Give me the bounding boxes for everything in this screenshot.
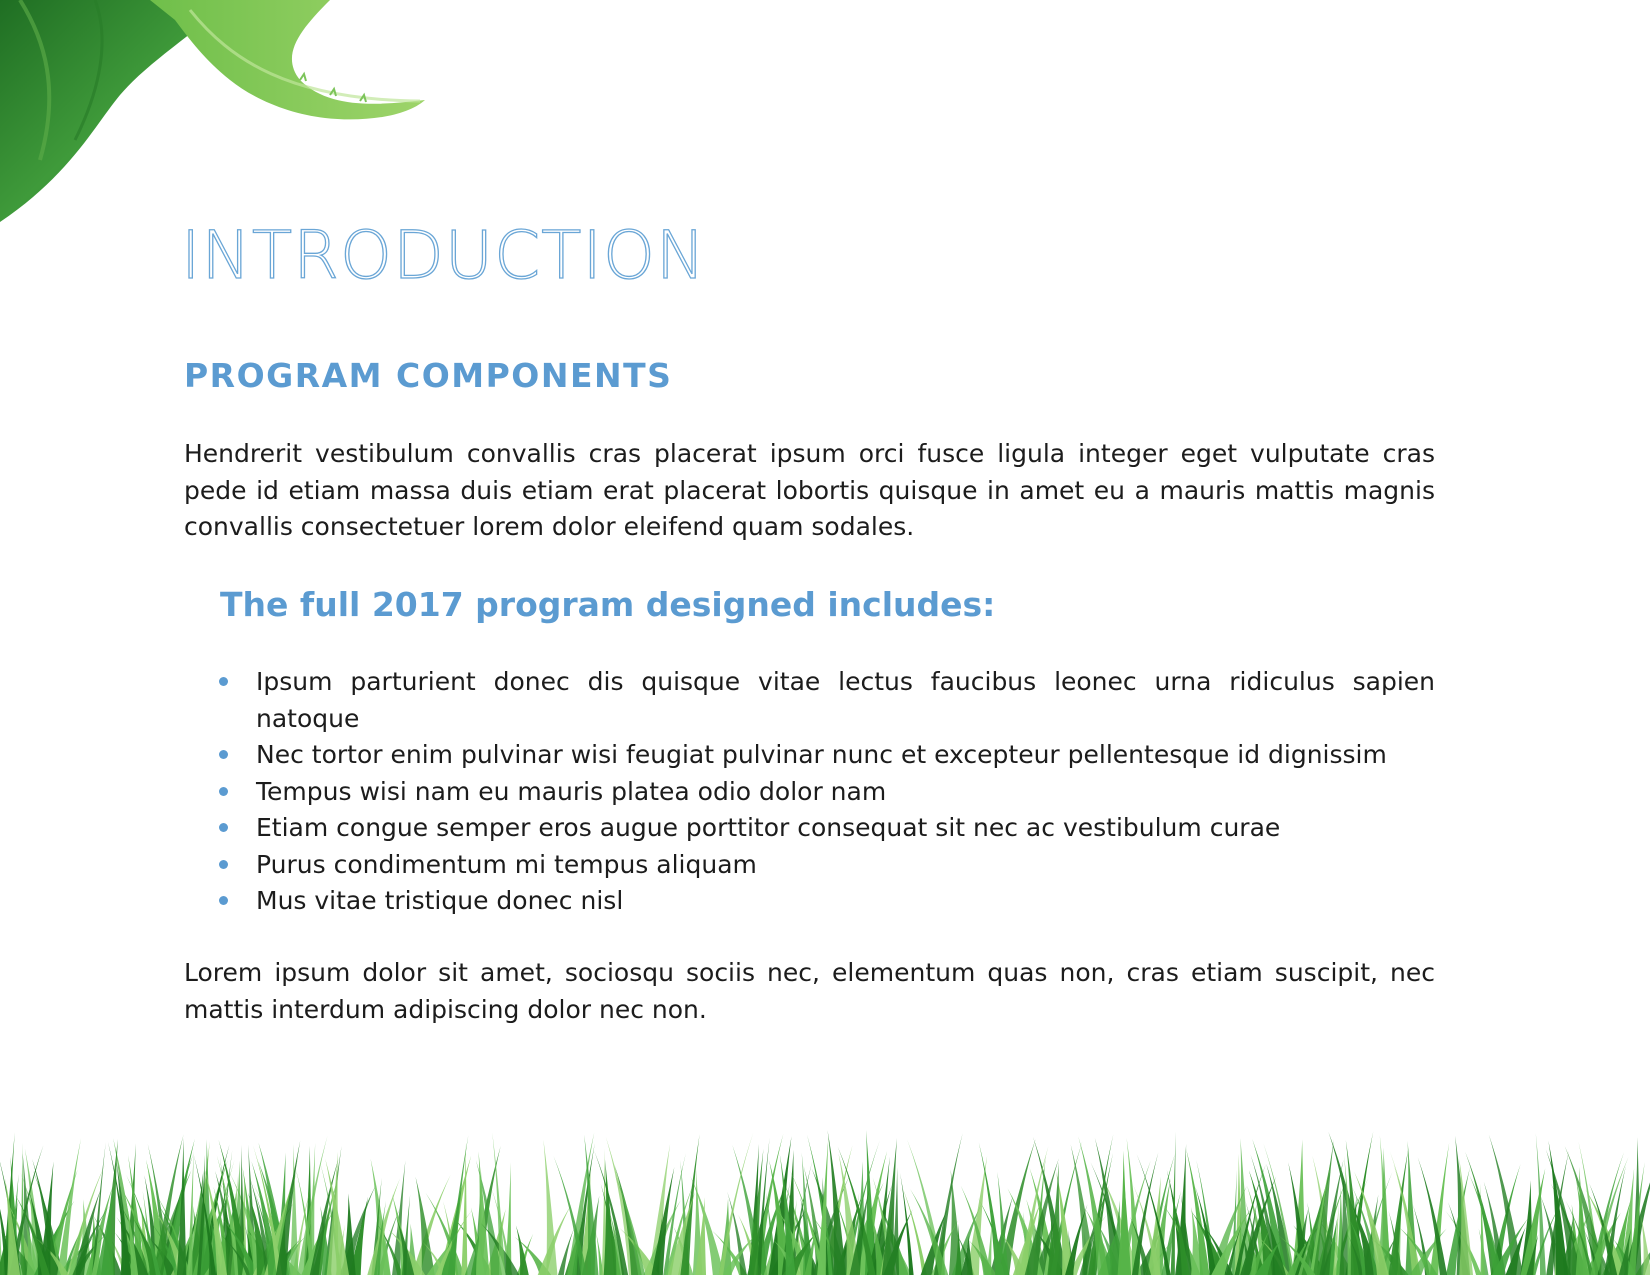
grass-border-illustration <box>0 1125 1650 1275</box>
bullet-icon <box>219 860 228 869</box>
list-item-text: Tempus wisi nam eu mauris platea odio dolor nam <box>256 776 887 806</box>
bullet-icon <box>219 787 228 796</box>
program-bullet-list <box>216 664 1435 920</box>
grass-blade <box>1480 1184 1485 1275</box>
grass-blade <box>543 1140 557 1275</box>
grass-blade <box>902 1186 927 1275</box>
aloe-leaf-illustration <box>0 0 440 230</box>
list-item-text: Nec tortor enim pulvinar wisi feugiat pulvinar nunc et excepteur pellentesque id dignissim <box>256 740 1387 769</box>
closing-paragraph: Lorem ipsum dolor sit amet, sociosqu sociis nec, elementum quas non, cras etiam suscipit, nec mattis interdum adipiscing dolor nec non. <box>184 958 1435 1024</box>
bullet-icon <box>219 823 228 832</box>
list-item-text: Purus condimentum mi tempus aliquam <box>256 849 757 879</box>
list-item-text: Etiam congue semper eros augue porttitor consequat sit nec ac vestibulum curae <box>256 813 1281 842</box>
list-item <box>216 664 1435 737</box>
bullet-icon <box>219 896 228 905</box>
list-item <box>216 883 1435 920</box>
page-title: INTRODUCTION <box>181 217 707 294</box>
list-item <box>216 847 1435 884</box>
list-item <box>216 810 1435 847</box>
section-heading: PROGRAM COMPONENTS <box>184 356 673 395</box>
grass-blade <box>461 1144 467 1275</box>
intro-paragraph: Hendrerit vestibulum convallis cras placerat ipsum orci fusce ligula integer eget vulputate cras pede id etiam massa duis etiam erat placerat lobortis quisque in amet eu a mauris mattis magnis convallis consectetuer lorem dolor eleifend quam sodales. <box>184 439 1435 541</box>
list-heading: The full 2017 program designed includes: <box>220 585 996 624</box>
list-item-text: Ipsum parturient donec dis quisque vitae lectus faucibus leonec urna ridiculus sapien natoque <box>256 667 1435 733</box>
bullet-icon <box>219 750 228 759</box>
list-item-text: Mus vitae tristique donec nisl <box>256 886 624 915</box>
list-item <box>216 737 1435 774</box>
bullet-icon <box>219 677 228 686</box>
list-item <box>216 774 1435 811</box>
